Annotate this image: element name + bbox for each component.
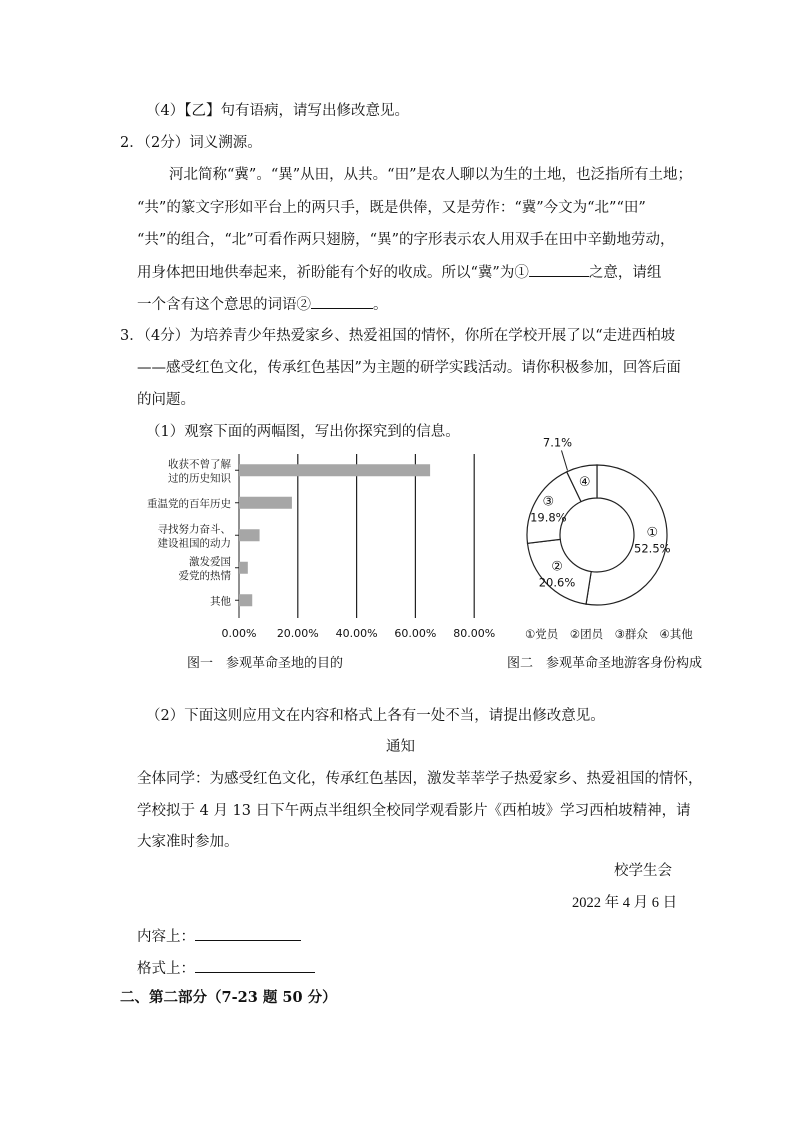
notice-title: 通知	[386, 739, 415, 755]
category-label: 其他	[210, 595, 231, 608]
content-answer-blank[interactable]	[195, 926, 301, 941]
donut-marker: ③	[542, 494, 555, 510]
notice-body-3: 大家准时参加。	[137, 834, 239, 850]
q2-line-2: “共”的篆文字形如平台上的两只手，既是供俸，又是劳作：“冀”今文为“北”“田”	[137, 200, 646, 216]
content-answer-line	[137, 926, 301, 947]
q2-line-4	[137, 262, 661, 283]
donut-marker: ①	[646, 525, 659, 541]
q1-4-text: 句有语病，请写出修改意见。	[220, 103, 409, 119]
bar	[239, 529, 260, 541]
q2-line-5-text: 一个含有这个意思的词语	[137, 297, 297, 313]
q3-sub1: （1）观察下面的两幅图，写出你探究到的信息。	[146, 424, 460, 440]
bar-chart	[135, 450, 505, 640]
category-label: 重温党的百年历史	[147, 497, 231, 510]
bar	[239, 497, 292, 509]
donut-value-label: 19.8%	[530, 510, 567, 525]
format-label: 格式上：	[137, 961, 195, 977]
q2-line-4-text: 用身体把田地供奉起来，祈盼能有个好的收成。所以“冀”为	[137, 265, 515, 281]
donut-marker: ②	[551, 559, 563, 575]
q2-line-4-after: 之意，请组	[588, 265, 662, 281]
section-2-heading: 二、第二部分（7-23 题 50 分）	[120, 989, 337, 1006]
tick-label: 0.00%	[221, 627, 257, 640]
donut-chart	[505, 435, 715, 645]
tick-label: 40.00%	[335, 627, 378, 640]
bar	[239, 464, 430, 476]
answer-blank-1[interactable]	[529, 262, 589, 277]
q2-line-1: 河北简称“冀”。“異”从田，从共。“田”是农人聊以为生的土地，也泛指所有土地；	[169, 167, 692, 183]
donut-value-label: 20.6%	[538, 575, 576, 590]
donut-value-label: 52.5%	[634, 541, 671, 556]
answer-blank-2[interactable]	[311, 294, 373, 309]
leader-line	[561, 450, 567, 470]
category-label: 激发爱国	[189, 555, 231, 568]
tick-label: 20.00%	[276, 627, 319, 640]
figure1-caption: 图一 参观革命圣地的目的	[187, 656, 344, 671]
q2-line-3: “共”的组合，“北”可看作两只翅膀，“異”的字形表示农人用双手在田中辛勤地劳动，	[137, 232, 675, 248]
donut-value-label: 7.1%	[542, 435, 573, 450]
tick-label: 80.00%	[453, 627, 496, 640]
bar	[239, 594, 252, 606]
q3-line-1: 3．（4分）为培养青少年热爱家乡、热爱祖国的情怀，你所在学校开展了以“走进西柏坡	[120, 328, 676, 344]
content-label: 内容上：	[137, 929, 195, 945]
q2-line-5-end: 。	[373, 297, 388, 313]
format-answer-blank[interactable]	[195, 958, 315, 973]
donut-marker: ④	[578, 474, 591, 490]
figure2-caption: 图二 参观革命圣地游客身份构成	[507, 656, 703, 671]
donut-legend: ①党员 ②团员 ③群众 ④其他	[525, 627, 693, 641]
notice-body-2: 学校拟于 4 月 13 日下午两点半组织全校同学观看影片《西柏坡》学习西柏坡精神，请	[137, 803, 691, 819]
format-answer-line	[137, 958, 315, 979]
notice-body-1: 全体同学：为感受红色文化，传承红色基因，激发莘莘学子热爱家乡、热爱祖国的情怀，	[137, 771, 703, 787]
q1-4-line	[146, 101, 409, 121]
category-label: 过的历史知识	[168, 472, 231, 485]
blank-marker-2: ②	[296, 297, 311, 313]
q1-4-tag: 【乙】	[184, 103, 221, 119]
tick-label: 60.00%	[394, 627, 437, 640]
notice-signer: 校学生会	[614, 863, 672, 879]
q1-4-number: （4）	[146, 103, 185, 119]
q3-line-3: 的问题。	[137, 392, 195, 408]
bar	[239, 562, 248, 574]
notice-date: 2022 年 4 月 6 日	[572, 895, 678, 911]
q2-header: 2．（2分）词义溯源。	[120, 135, 262, 151]
q2-line-5	[137, 294, 388, 315]
category-label: 寻找努力奋斗、	[157, 523, 231, 536]
q3-sub2: （2）下面这则应用文在内容和格式上各有一处不当，请提出修改意见。	[146, 708, 605, 724]
blank-marker-1: ①	[514, 265, 529, 281]
q3-line-2: ——感受红色文化，传承红色基因”为主题的研学实践活动。请你积极参加，回答后面	[137, 360, 681, 376]
category-label: 爱党的热情	[178, 569, 231, 582]
category-label: 建设祖国的动力	[157, 537, 231, 550]
category-label: 收获不曾了解	[168, 458, 231, 471]
